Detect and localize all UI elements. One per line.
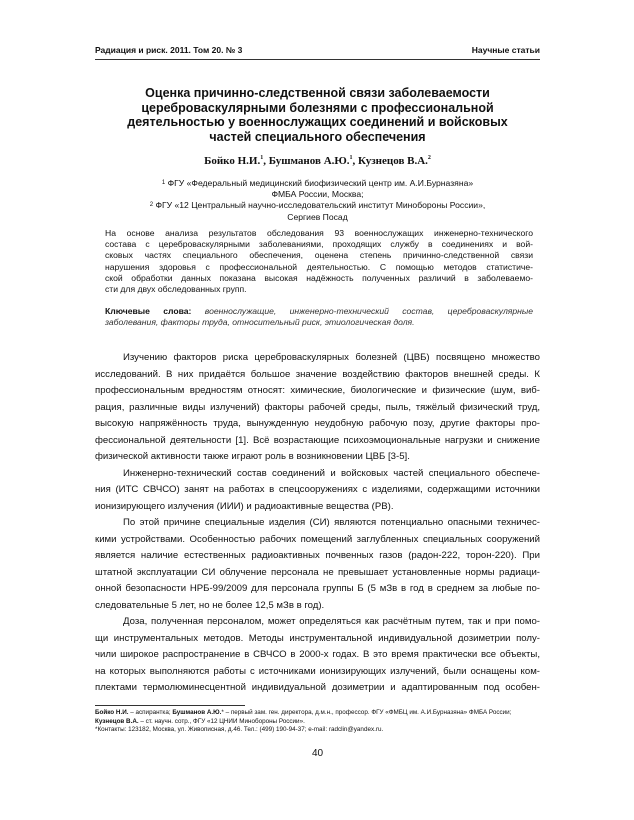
- running-header: [95, 45, 540, 60]
- affiliation-line: ФГУ «12 Центральный научно-исследовательский институт Минобороны России»,: [155, 200, 486, 211]
- title-line: Оценка причинно-следственной связи заболеваемости: [145, 86, 490, 100]
- author: Бушманов А.Ю.: [268, 155, 350, 167]
- text-line: чили широкое распространение в СВЧСО в 2000-х годах. В это время практически все объекты,: [95, 649, 540, 660]
- text-line: на которых выполняются работы с источниками ионизирующих излучений, были оснащены ком-: [95, 665, 540, 677]
- text-line: исследований. В них придаётся большое значение воздействию факторов внешней среды. К: [95, 368, 540, 380]
- authors: Бойко Н.И.$^1$, Бушманов А.Ю.$^1$, Кузнецов В.А.$^2$: [204, 155, 431, 167]
- author-sup: 2: [427, 155, 431, 161]
- text-line: состава с цереброваскулярными заболеваниями, проходящих службу в соединениях и вой-: [105, 239, 533, 250]
- text-line: Доза, полученная персоналом, может определяться как расчётным путем, так и при помо-: [123, 616, 540, 627]
- keywords-line: заболевания, факторы труда, относительный риск, этиологическая доля.: [105, 317, 415, 328]
- title-line: деятельностью у военнослужащих соединений и войсковых: [127, 115, 508, 129]
- aff-sup: 1: [161, 180, 166, 186]
- text-line: онной безопасности НРБ-99/2009 для персонала группы Б (5 мЗв в год в среднем за любые по-: [95, 583, 540, 594]
- affiliations: [95, 178, 540, 223]
- text-line: нарушения здоровья с профессиональной деятельностью. С помощью методов статистиче-: [105, 261, 533, 272]
- fn-author: Бойко Н.И.: [95, 709, 129, 716]
- text-line: физической активности также играют роль в возникновении ЦВБ [3-5].: [95, 451, 410, 462]
- paragraph: [95, 466, 540, 516]
- title-line: цереброваскулярными болезнями с профессиональной: [141, 100, 494, 115]
- footnote-divider: [95, 705, 245, 706]
- text-line: По этой причине специальные изделия (СИ) являются потенциально опасными техничес-: [123, 517, 540, 528]
- paragraph: [95, 350, 540, 466]
- affiliation-line: ФГУ «Федеральный медицинский биофизический центр им. А.И.Бурназяна»: [167, 178, 474, 188]
- author-sup: 1: [260, 155, 264, 161]
- contacts: *Контакты: 123182, Москва, ул. Живописная, д.46. Тел.: (499) 190-94-37; e-mail: radclin@yandex.ru.: [95, 726, 384, 734]
- text-line: фессиональной деятельности [1]. Всё возрастающие психоэмоциональные нагрузки и снижение: [95, 434, 540, 446]
- text-line: кими устройствами. Особенностью рабочих помещений заглубленных специальных сооружений: [95, 533, 540, 545]
- fn-text: – ст. научн. сотр., ФГУ «12 ЦНИИ Минобороны России».: [138, 717, 305, 725]
- author: Кузнецов В.А.: [358, 155, 428, 167]
- text-line: следовательные 5 лет, но не более 12,5 мЗв в год).: [95, 599, 325, 611]
- text-line: является наличие естественных радиоактивных почвенных газов (радон-222, торон-220). При: [95, 550, 540, 561]
- text-line: ния (ИТС СВЧСО) занят на работах в спецсооружениях с изделиями, содержащими источники: [95, 484, 540, 495]
- fn-text: * – первый зам. ген. директора, д.м.н., профессор. ФГУ «ФМБЦ им. А.И.Бурназяна» ФМБА России;: [221, 709, 512, 716]
- keywords-label: Ключевые слова:: [105, 306, 192, 316]
- author-sup: 1: [349, 155, 353, 161]
- text-line: плектами термолюминесцентной индивидуальной дозиметрии и адаптированным под особен-: [95, 682, 540, 693]
- aff-sup: 2: [149, 202, 154, 209]
- article-title: [95, 86, 540, 144]
- paragraph: [95, 515, 540, 614]
- text-line: сковых частях специального обеспечения, оценена степень причинно-следственной связи: [105, 250, 533, 261]
- body-text: [95, 350, 540, 697]
- text-line: высокую напряжённость труда, вынужденную неудобную рабочую позу, другие факторы про-: [95, 418, 540, 429]
- footnotes: [95, 709, 540, 735]
- journal-info: Радиация и риск. 2011. Том 20. № 3: [95, 45, 243, 55]
- affiliation-line: Сергиев Посад: [287, 211, 348, 222]
- text-line: сти для двух обследованных групп.: [105, 284, 247, 295]
- text-line: штатной эксплуатации СИ облучение персонала не превышает установленные нормы радиаци-: [95, 566, 540, 578]
- keywords-line: военнослужащие, инженерно-технический состав, цереброваскулярные: [204, 306, 533, 316]
- author: Бойко Н.И.: [204, 155, 261, 167]
- text-line: На основе анализа результатов обследования 93 военнослужащих инженерно-технического: [105, 228, 533, 238]
- text-line: щи инструментальных методов. Методы инструментальной индивидуальной дозиметрии полу-: [95, 632, 540, 644]
- text-line: рация, различные виды излучений) факторы рабочей среды, пыль, тяжёлый физический труд,: [95, 401, 540, 413]
- fn-author: Бушманов А.Ю.: [172, 709, 222, 716]
- text-line: ионизирующего излучения (ИИИ) и радиоактивные вещества (РВ).: [95, 500, 394, 512]
- keywords: [105, 306, 533, 328]
- section-name: Научные статьи: [471, 45, 540, 55]
- text-line: Изучению факторов риска цереброваскулярных болезней (ЦВБ) посвящено множество: [123, 352, 540, 363]
- title-line: частей специального обеспечения: [209, 129, 426, 144]
- page-number: 40: [311, 748, 324, 759]
- text-line: профессиональным вредностям относят: химические, биологические и физические (шум, виб-: [95, 385, 540, 396]
- affiliation-line: ФМБА России, Москва;: [271, 189, 364, 200]
- text-line: Инженерно-технический состав соединений и войсковых частей специального обеспече-: [123, 467, 540, 479]
- text-line: ской обработки данных показана высокая надёжность полученных различий в заболеваемо-: [105, 272, 533, 283]
- fn-text: – аспирантка;: [128, 709, 173, 716]
- abstract: [105, 228, 533, 295]
- fn-author: Кузнецов В.А.: [95, 717, 139, 725]
- paragraph: [95, 614, 540, 697]
